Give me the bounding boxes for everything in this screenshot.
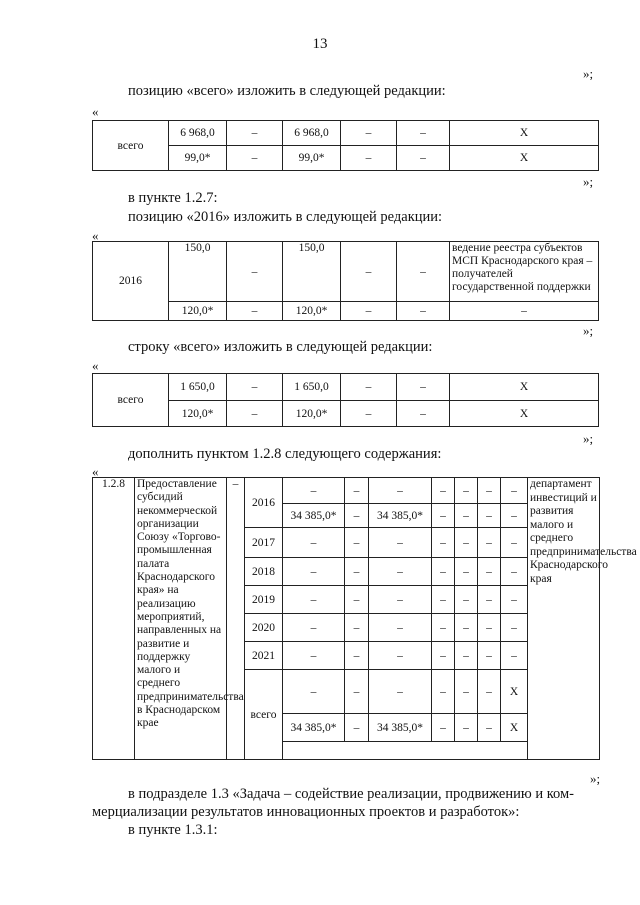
cell: –: [501, 528, 528, 558]
instruction-3: позицию «2016» изложить в следующей редакции:: [128, 209, 443, 225]
cell: –: [397, 302, 450, 321]
cell: –: [455, 478, 478, 504]
close-quote: »;: [583, 323, 594, 338]
cell: –: [397, 242, 450, 302]
cell: –: [369, 558, 432, 586]
instruction-7: в пункте 1.3.1:: [128, 822, 218, 838]
cell: Х: [450, 401, 599, 427]
cell: –: [227, 478, 245, 760]
cell: –: [397, 121, 450, 146]
close-quote: »;: [583, 431, 594, 446]
table-total-1: [92, 120, 599, 171]
cell: 120,0*: [169, 302, 227, 321]
cell: –: [341, 374, 397, 401]
instruction-4: строку «всего» изложить в следующей редакции:: [128, 339, 433, 355]
cell: –: [283, 586, 345, 614]
cell: –: [283, 670, 345, 714]
cell: –: [478, 504, 501, 528]
cell: –: [478, 478, 501, 504]
cell: 34 385,0*: [369, 714, 432, 742]
cell: –: [455, 586, 478, 614]
year-label: 2016: [245, 478, 283, 528]
cell: –: [227, 146, 283, 171]
cell: –: [397, 374, 450, 401]
cell: –: [478, 642, 501, 670]
cell: –: [432, 586, 455, 614]
cell: 150,0: [283, 242, 341, 302]
cell: –: [341, 401, 397, 427]
cell: –: [227, 374, 283, 401]
cell: –: [455, 528, 478, 558]
cell: –: [345, 714, 369, 742]
table-item-1-2-8: [92, 477, 637, 760]
cell: –: [455, 558, 478, 586]
cell: –: [501, 614, 528, 642]
cell: 34 385,0*: [369, 504, 432, 528]
year-label: 2018: [245, 558, 283, 586]
instruction-2: в пункте 1.2.7:: [128, 190, 218, 206]
cell: –: [478, 614, 501, 642]
cell: Х: [501, 670, 528, 714]
page-number: 13: [312, 36, 328, 52]
measure-description: Предоставление субсидий некоммерческой организации Союзу «Торгово-промышленная палата Краснодарского края» на реализацию мероприятий, направленных на развитие и поддержку малого и среднего предпринимательства в Краснодарском крае: [135, 478, 227, 760]
responsible-department: департамент инвестиций и развития малого и среднего предпринимательства Краснодарского края: [528, 478, 600, 760]
cell: –: [345, 670, 369, 714]
cell: –: [455, 714, 478, 742]
cell: –: [341, 242, 397, 302]
cell: 120,0*: [283, 401, 341, 427]
year-label: 2019: [245, 586, 283, 614]
cell: –: [455, 614, 478, 642]
cell: –: [345, 558, 369, 586]
cell: –: [501, 504, 528, 528]
cell: –: [478, 714, 501, 742]
cell: –: [345, 504, 369, 528]
item-number: 1.2.8: [93, 478, 135, 760]
close-quote: »;: [583, 174, 594, 189]
cell: –: [369, 528, 432, 558]
cell: 99,0*: [283, 146, 341, 171]
open-quote: «: [92, 358, 99, 373]
cell: –: [450, 302, 599, 321]
close-quote: »;: [583, 66, 594, 81]
cell: –: [432, 714, 455, 742]
cell: –: [397, 146, 450, 171]
cell: –: [455, 642, 478, 670]
cell: –: [501, 586, 528, 614]
cell: –: [501, 478, 528, 504]
spacer-cell: [283, 756, 528, 760]
cell: –: [227, 302, 283, 321]
year-label: 2020: [245, 614, 283, 642]
total-label: всего: [245, 670, 283, 760]
cell: –: [478, 528, 501, 558]
spacer-cell: [283, 742, 528, 752]
cell: –: [345, 642, 369, 670]
cell: –: [227, 242, 283, 302]
cell: –: [345, 614, 369, 642]
cell: –: [369, 614, 432, 642]
cell: –: [345, 528, 369, 558]
cell: –: [283, 558, 345, 586]
open-quote: «: [92, 104, 99, 119]
year-label: 2021: [245, 642, 283, 670]
cell: Х: [450, 146, 599, 171]
cell: –: [227, 121, 283, 146]
cell: –: [283, 614, 345, 642]
cell: –: [501, 642, 528, 670]
open-quote: «: [92, 464, 99, 479]
cell: 120,0*: [283, 302, 341, 321]
cell: –: [397, 401, 450, 427]
row-label: всего: [93, 374, 169, 427]
year-label: 2017: [245, 528, 283, 558]
cell: –: [478, 586, 501, 614]
cell: –: [432, 478, 455, 504]
row-label: всего: [93, 121, 169, 171]
cell: –: [345, 478, 369, 504]
cell: –: [432, 670, 455, 714]
instruction-1: позицию «всего» изложить в следующей редакции:: [128, 83, 446, 99]
note-cell: ведение реестра субъектов МСП Краснодарского края – получателей государственной поддержки: [450, 242, 599, 302]
cell: –: [341, 146, 397, 171]
cell: –: [369, 478, 432, 504]
cell: –: [455, 670, 478, 714]
cell: –: [432, 642, 455, 670]
cell: –: [283, 642, 345, 670]
cell: –: [283, 478, 345, 504]
row-label: 2016: [93, 242, 169, 321]
cell: –: [341, 121, 397, 146]
instruction-6-line2: мерциализации результатов инновационных проектов и разработок»:: [92, 804, 520, 820]
cell: 1 650,0: [169, 374, 227, 401]
cell: 34 385,0*: [283, 504, 345, 528]
instruction-5: дополнить пунктом 1.2.8 следующего содержания:: [128, 446, 442, 462]
cell: –: [369, 642, 432, 670]
cell: –: [369, 670, 432, 714]
cell: –: [369, 586, 432, 614]
cell: –: [432, 558, 455, 586]
cell: 150,0: [169, 242, 227, 302]
cell: 6 968,0: [169, 121, 227, 146]
cell: 6 968,0: [283, 121, 341, 146]
cell: –: [432, 528, 455, 558]
cell: –: [432, 614, 455, 642]
open-quote: «: [92, 228, 99, 243]
cell: –: [455, 504, 478, 528]
cell: Х: [450, 121, 599, 146]
instruction-6-line1: в подразделе 1.3 «Задача – содействие реализации, продвижению и ком-: [128, 786, 574, 802]
cell: 1 650,0: [283, 374, 341, 401]
table-2016: [92, 241, 599, 321]
cell: –: [341, 302, 397, 321]
cell: 99,0*: [169, 146, 227, 171]
cell: Х: [450, 374, 599, 401]
table-total-2: [92, 373, 599, 427]
cell: –: [345, 586, 369, 614]
close-quote: »;: [590, 771, 601, 786]
cell: –: [227, 401, 283, 427]
cell: –: [283, 528, 345, 558]
cell: –: [432, 504, 455, 528]
cell: 120,0*: [169, 401, 227, 427]
cell: Х: [501, 714, 528, 742]
cell: –: [501, 558, 528, 586]
cell: –: [478, 558, 501, 586]
cell: –: [478, 670, 501, 714]
cell: 34 385,0*: [283, 714, 345, 742]
